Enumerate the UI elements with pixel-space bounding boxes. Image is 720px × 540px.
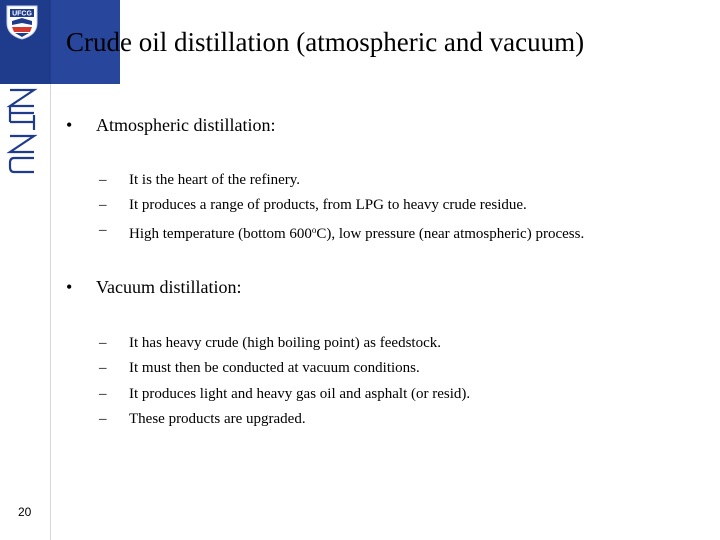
page-number: 20 [18, 505, 32, 519]
degree-superscript: o [311, 225, 317, 235]
logo-text: UFCG [12, 10, 32, 18]
list-item-text: These products are upgraded. [129, 411, 306, 427]
text-part: C), low pressure (near atmospheric) process. [316, 226, 585, 242]
list-item-text: It produces light and heavy gas oil and asphalt (or resid). [129, 386, 471, 402]
section-heading: Atmospheric distillation: [96, 115, 276, 135]
dash-icon: – [99, 172, 107, 188]
section-heading: Vacuum distillation: [96, 277, 242, 297]
dash-icon: – [99, 386, 107, 402]
list-item-text: It must then be conducted at vacuum conditions. [129, 360, 420, 376]
dash-icon: – [99, 411, 107, 427]
dash-icon: – [99, 335, 107, 351]
list-item-text [129, 221, 584, 244]
list-item-text: It has heavy crude (high boiling point) as feedstock. [129, 335, 441, 351]
list-item-text: It is the heart of the refinery. [129, 172, 301, 188]
dash-icon: – [99, 197, 107, 213]
dash-icon: – [99, 222, 107, 238]
slide-title: Crude oil distillation (atmospheric and vacuum) [66, 27, 585, 57]
list-item-text: It produces a range of products, from LPG to heavy crude residue. [129, 197, 527, 213]
ufcg-crest-icon [3, 3, 41, 41]
bullet-icon: • [66, 115, 73, 135]
bullet-icon: • [66, 277, 73, 297]
ntnu-wordmark-icon [4, 86, 40, 176]
text-part: High temperature (bottom 600 [129, 226, 312, 242]
dash-icon: – [99, 360, 107, 376]
